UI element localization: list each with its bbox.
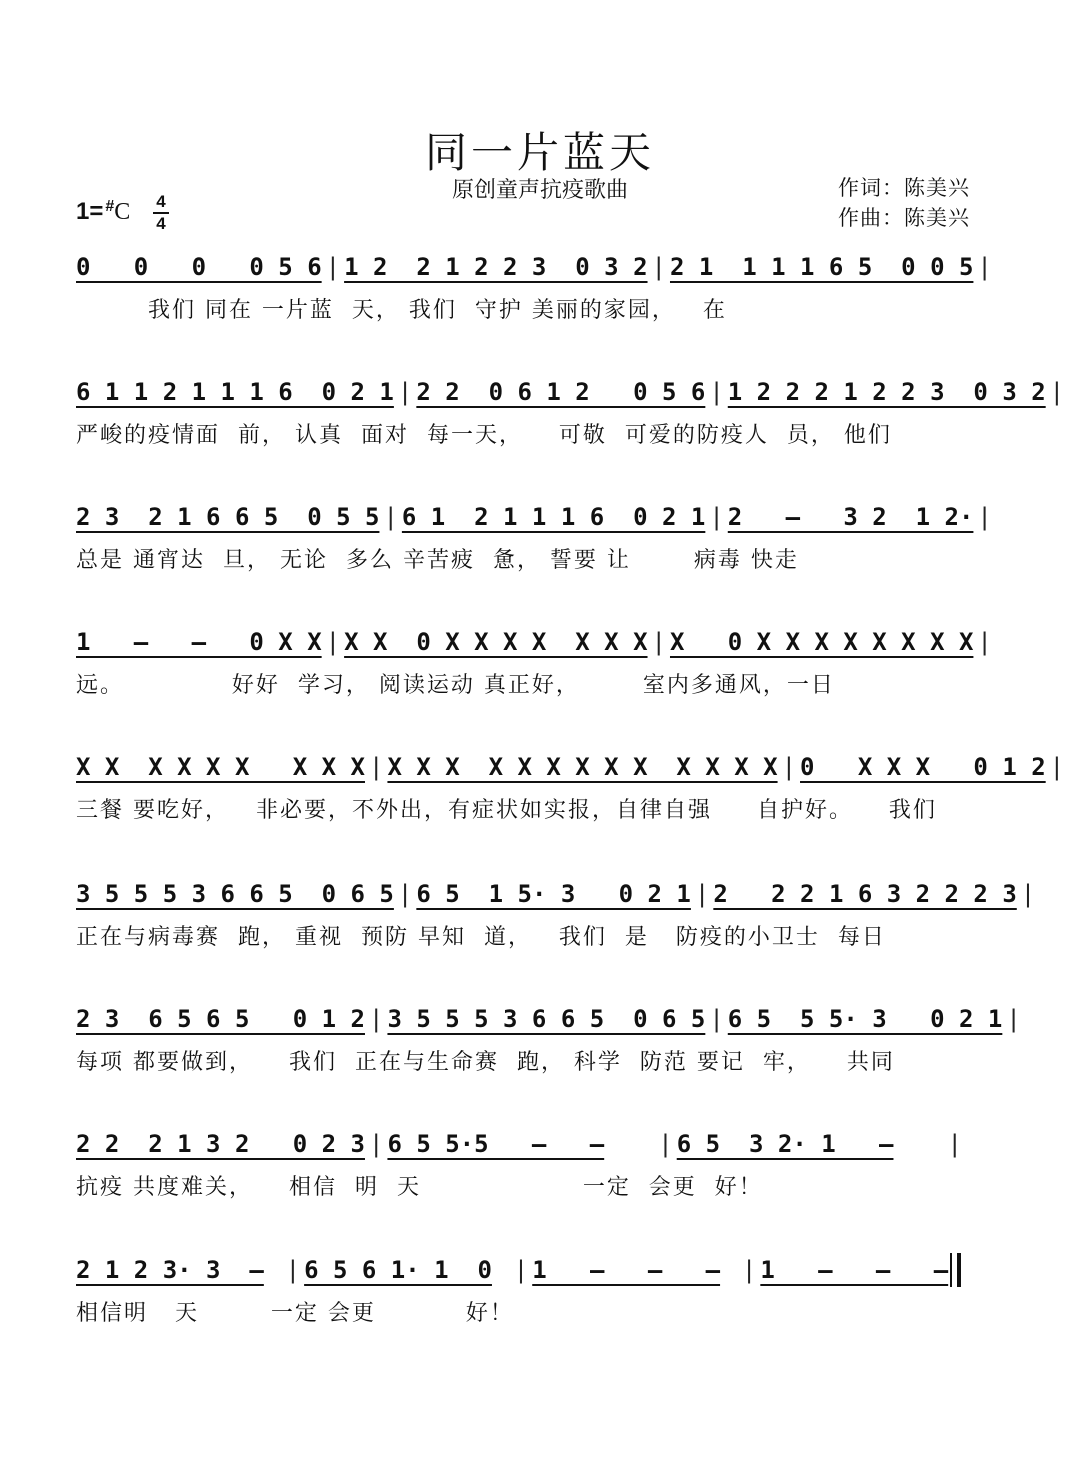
measure: 2 1 2 3· 3 – <box>76 1256 264 1284</box>
time-denominator: 4 <box>156 214 166 233</box>
measure: 6 5 6 1· 1 0 <box>304 1256 492 1284</box>
measure: X X X X X X X X X <box>76 753 365 781</box>
measure: 1 – – – <box>760 1256 949 1284</box>
barline: | <box>383 503 398 531</box>
measure: 6 5 3 2· 1 – <box>676 1130 894 1158</box>
barline: | <box>1006 1005 1021 1033</box>
lyrics-line: 每项 都要做到， 我们 正在与生命赛 跑， 科学 防范 要记 牢， 共同 <box>76 1050 895 1075</box>
barline: | <box>977 503 992 531</box>
measure: 6 5 1 5· 3 0 2 1 <box>416 880 691 908</box>
barline: | <box>658 1130 673 1158</box>
barline: | <box>709 1005 724 1033</box>
measure: 1 2 2 2 1 2 2 3 0 3 2 <box>727 378 1046 406</box>
score-system <box>0 497 1080 607</box>
measure: X 0 X X X X X X X X <box>669 628 974 656</box>
score-system <box>0 622 1080 732</box>
measure: 2 2 0 6 1 2 0 5 6 <box>416 378 706 406</box>
song-title: 同一片蓝天 <box>424 128 655 177</box>
barline: | <box>781 753 797 781</box>
lyrics-line: 正在与病毒赛 跑， 重视 预防 早知 道， 我们 是 防疫的小卫士 每日 <box>76 925 886 950</box>
key-note: C <box>114 199 131 225</box>
barline: | <box>397 880 413 908</box>
notation-line <box>76 747 1065 787</box>
barline: | <box>368 1130 384 1158</box>
measure: 0 X X X 0 1 2 <box>800 753 1046 781</box>
score-system <box>0 999 1080 1109</box>
barline: | <box>368 753 384 781</box>
barline: | <box>651 253 666 281</box>
barline: | <box>741 1256 757 1284</box>
barline: | <box>397 378 413 406</box>
barline: | <box>325 628 341 656</box>
measure: X X 0 X X X X X X X <box>344 628 648 656</box>
measure: 1 – – 0 X X <box>76 628 322 656</box>
final-barline-thin <box>950 1253 952 1287</box>
measure: 2 2 2 1 3 2 0 2 3 <box>76 1130 365 1158</box>
measure: 1 – – – <box>532 1256 721 1284</box>
barline: | <box>694 880 710 908</box>
measure: 6 1 2 1 1 1 6 0 2 1 <box>401 503 706 531</box>
barline: | <box>285 1256 301 1284</box>
barline: | <box>368 1005 384 1033</box>
time-numerator: 4 <box>156 192 166 211</box>
lyrics-line: 我们 同在 一片蓝 天， 我们 守护 美丽的家园， 在 <box>76 298 727 323</box>
barline: | <box>513 1256 529 1284</box>
lyrics-line: 总是 通宵达 旦， 无论 多么 辛苦疲 惫， 誓要 让 病毒 快走 <box>76 548 799 573</box>
barline: | <box>947 1130 962 1158</box>
measure: 0 0 0 0 5 6 <box>76 253 322 281</box>
measure: 3 5 5 5 3 6 6 5 0 6 5 <box>76 880 394 908</box>
barline: | <box>977 253 992 281</box>
notation-line <box>76 874 1036 914</box>
notation-line <box>76 999 1021 1039</box>
barline: | <box>651 628 666 656</box>
barline: | <box>1049 378 1065 406</box>
measure: 6 5 5·5 – – <box>387 1130 605 1158</box>
notation-line <box>76 622 992 662</box>
score-system <box>0 372 1080 482</box>
measure: 2 3 6 5 6 5 0 1 2 <box>76 1005 365 1033</box>
lyrics-line: 远。 好好 学习， 阅读运动 真正好， 室内多通风，一日 <box>76 673 835 698</box>
barline: | <box>977 628 992 656</box>
measure: 2 2 2 1 6 3 2 2 2 3 <box>713 880 1017 908</box>
measure: 6 1 1 2 1 1 1 6 0 2 1 <box>76 378 394 406</box>
measure: 1 2 2 1 2 2 3 0 3 2 <box>344 253 648 281</box>
lyrics-line: 三餐 要吃好， 非必要，不外出，有症状如实报，自律自强 自护好。 我们 <box>76 798 937 823</box>
lyrics-line: 抗疫 共度难关， 相信 明 天 一定 会更 好！ <box>76 1175 763 1200</box>
measure: 2 – 3 2 1 2· <box>727 503 974 531</box>
key-prefix: 1= <box>76 198 104 225</box>
lyrics-line: 相信明 天 一定 会更 好！ <box>76 1301 514 1326</box>
score-system <box>0 874 1080 984</box>
score-system <box>0 747 1080 857</box>
sharp-sign: # <box>105 198 115 215</box>
barline: | <box>325 253 341 281</box>
measure: 6 5 5 5· 3 0 2 1 <box>727 1005 1003 1033</box>
barline: | <box>1020 880 1036 908</box>
score-system <box>0 247 1080 357</box>
notation-line <box>76 497 992 537</box>
measure: 2 1 1 1 1 6 5 0 0 5 <box>669 253 974 281</box>
barline: | <box>1049 753 1065 781</box>
notation-line <box>76 1250 966 1290</box>
time-signature <box>153 193 169 233</box>
barline: | <box>709 503 724 531</box>
notation-line <box>76 372 1065 412</box>
key-signature <box>76 198 130 226</box>
score-system <box>0 1124 1080 1234</box>
lyrics-line: 严峻的疫情面 前， 认真 面对 每一天， 可敬 可爱的防疫人 员， 他们 <box>76 423 892 448</box>
measure: 3 5 5 5 3 6 6 5 0 6 5 <box>387 1005 706 1033</box>
final-barline-thick <box>957 1253 961 1287</box>
lyricist-credit: 作词：陈美兴 <box>838 176 970 200</box>
measure: X X X X X X X X X X X X X <box>387 753 778 781</box>
notation-line <box>76 247 992 287</box>
measure: 2 3 2 1 6 6 5 0 5 5 <box>76 503 380 531</box>
barline: | <box>709 378 724 406</box>
notation-line <box>76 1124 966 1164</box>
composer-credit: 作曲：陈美兴 <box>838 206 970 230</box>
score-system <box>0 1250 1080 1360</box>
song-subtitle: 原创童声抗疫歌曲 <box>451 178 628 203</box>
